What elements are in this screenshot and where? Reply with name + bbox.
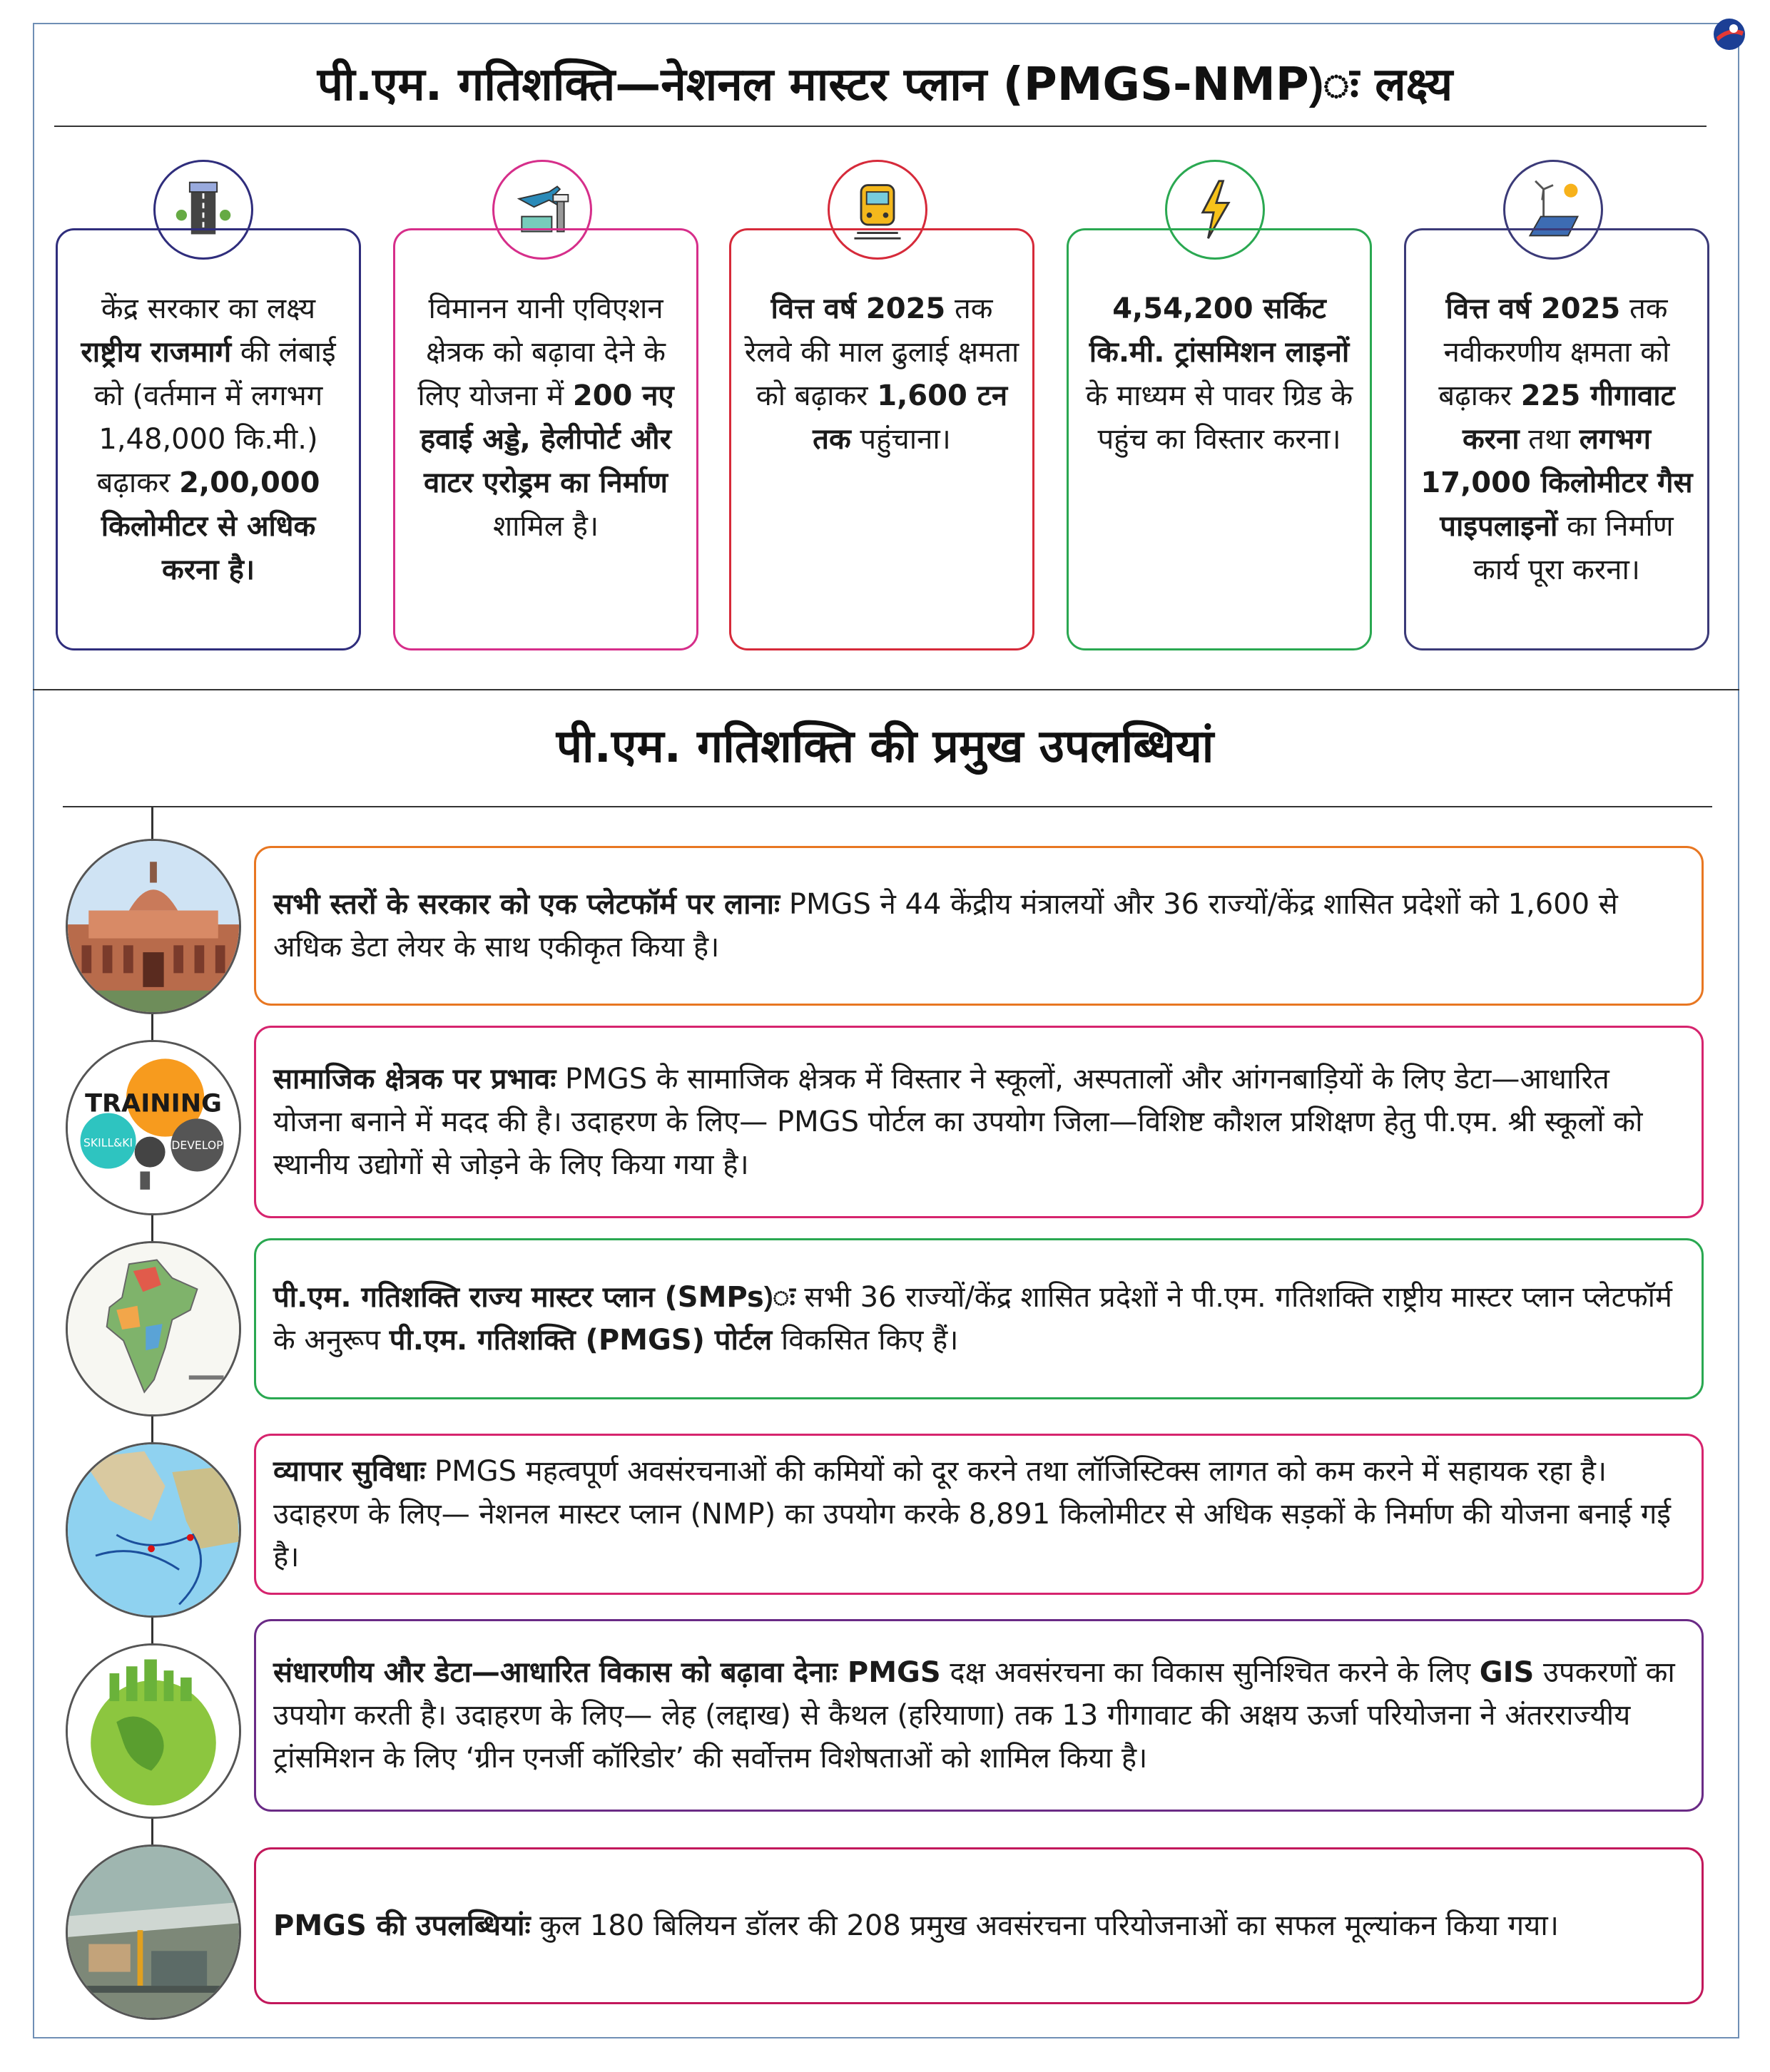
bold-text-segment: 4,54,200 सर्किट कि.मी. ट्रांसमिशन लाइनों bbox=[1089, 292, 1350, 369]
achievement-card-trade bbox=[254, 1434, 1704, 1595]
text-segment: तथा bbox=[1519, 423, 1580, 456]
bold-text-segment: 1,600 टन तक bbox=[813, 379, 1008, 456]
bold-text-segment: संधारणीय और डेटा—आधारित विकास को बढ़ावा देनाः PMGS bbox=[273, 1656, 941, 1689]
text-segment: कुल 180 बिलियन डॉलर की 208 प्रमुख अवसंरचना परियोजनाओं का सफल मूल्यांकन किया गया। bbox=[530, 1909, 1559, 1942]
training-label: TRAINING bbox=[85, 1088, 222, 1118]
text-segment: विमानन यानी एविएशन क्षेत्रक को बढ़ावा देने के लिए योजना में bbox=[417, 292, 666, 412]
bold-text-segment: पी.एम. गतिशक्ति (PMGS) पोर्टल bbox=[389, 1324, 773, 1357]
india-map-photo bbox=[66, 1241, 241, 1417]
government-building-photo bbox=[66, 839, 241, 1014]
goal-card-aviation bbox=[393, 228, 698, 650]
text-segment: PMGS के सामाजिक क्षेत्रक में विस्तार ने स्कूलों, अस्पतालों और आंगनबाड़ियों के लिए डेटा—आधारित योजना बनाने में मदद की है। उदाहरण के लिए— PMGS पोर्टल का उपयोग जिला—विशिष्ट कौशल प्रशिक्षण हेतु पी.एम. श्री स्कूलों को स्थानीय उद्योगों से जोड़ने के लिए किया गया है। bbox=[273, 1063, 1643, 1181]
text-segment: दक्ष अवसंरचना का विकास सुनिश्चित करने के लिए bbox=[940, 1656, 1480, 1689]
text-segment: की लंबाई को (वर्तमान में लगभग 1,48,000 कि.मी.) बढ़ाकर bbox=[93, 336, 336, 499]
brand-logo-icon bbox=[1711, 16, 1748, 53]
text-segment: शामिल है। bbox=[492, 510, 599, 543]
achievement-card-platform bbox=[254, 846, 1704, 1006]
text-segment: विकसित किए हैं। bbox=[772, 1324, 959, 1357]
achievements-title: पी.एम. गतिशक्ति की प्रमुख उपलब्धियां bbox=[556, 720, 1214, 773]
skill-label: SKILL&KI bbox=[83, 1136, 133, 1150]
bold-text-segment: सभी स्तरों के सरकार को एक प्लेटफॉर्म पर लानाः bbox=[273, 888, 780, 921]
text-segment: केंद्र सरकार का लक्ष्य bbox=[101, 292, 316, 325]
trade-map-photo bbox=[66, 1442, 241, 1618]
bold-text-segment: GIS bbox=[1479, 1656, 1535, 1689]
green-globe-photo bbox=[66, 1643, 241, 1819]
training-photo bbox=[66, 1040, 241, 1215]
text-segment: तक रेलवे की माल ढुलाई क्षमता को बढ़ाकर bbox=[744, 292, 1019, 412]
section-divider bbox=[33, 689, 1739, 690]
bold-text-segment: लगभग 17,000 किलोमीटर गैस पाइपलाइनों bbox=[1420, 423, 1693, 543]
achievements-underline bbox=[63, 806, 1712, 807]
text-segment: के माध्यम से पावर ग्रिड के पहुंच का विस्तार करना। bbox=[1085, 379, 1353, 456]
text-segment: सभी 36 राज्यों/केंद्र शासित प्रदेशों ने पी.एम. गतिशक्ति राष्ट्रीय मास्टर प्लान प्लेटफॉर्म के अनुरूप bbox=[273, 1281, 1672, 1357]
bold-text-segment: 200 नए हवाई अड्डे, हेलीपोर्ट और वाटर एरोड्रम का निर्माण bbox=[420, 379, 674, 499]
construction-site-photo bbox=[66, 1844, 241, 2020]
bold-text-segment: वित्त वर्ष 2025 bbox=[1445, 292, 1621, 325]
bold-text-segment: पी.एम. गतिशक्ति राज्य मास्टर प्लान (SMPs)ः bbox=[273, 1281, 795, 1314]
title-underline bbox=[54, 126, 1707, 127]
bold-text-segment: PMGS की उपलब्धियांः bbox=[273, 1909, 531, 1942]
text-segment: तक नवीकरणीय क्षमता को बढ़ाकर bbox=[1438, 292, 1670, 412]
text-segment: PMGS ने 44 केंद्रीय मंत्रालयों और 36 राज्यों/केंद्र शासित प्रदेशों को 1,600 से अधिक डेटा लेयर के साथ एकीकृत किया है। bbox=[273, 888, 1618, 964]
achievement-card-smp bbox=[254, 1238, 1704, 1399]
bold-text-segment: राष्ट्रीय राजमार्ग bbox=[81, 336, 232, 369]
goal-card-renewable bbox=[1404, 228, 1709, 650]
text-segment: का निर्माण कार्य पूरा करना। bbox=[1473, 510, 1674, 586]
bold-text-segment: 225 गीगावाट करना bbox=[1462, 379, 1675, 456]
goal-card-transmission bbox=[1067, 228, 1372, 650]
goal-card-highway bbox=[56, 228, 361, 650]
bold-text-segment: व्यापार सुविधाः bbox=[273, 1455, 426, 1488]
text-segment: उपकरणों का उपयोग करती है। उदाहरण के लिए— लेह (लद्दाख) से कैथल (हरियाणा) तक 13 गीगावाट की अक्षय ऊर्जा परियोजना ने अंतरराज्यीय ट्रांसमिशन के लिए ‘ग्रीन एनर्जी कॉरिडोर’ की सर्वोत्तम विशेषताओं को शामिल किया है। bbox=[273, 1656, 1675, 1775]
text-segment: PMGS महत्वपूर्ण अवसंरचनाओं की कमियों को दूर करने तथा लॉजिस्टिक्स लागत को कम करने में सहायक रहा है। उदाहरण के लिए— नेशनल मास्टर प्लान (NMP) का उपयोग करके 8,891 किलोमीटर से अधिक सड़कों के निर्माण की योजना बनाई गई है। bbox=[273, 1455, 1672, 1573]
goal-card-railway bbox=[729, 228, 1034, 650]
achievement-card-sustainable bbox=[254, 1619, 1704, 1812]
page-title: पी.एम. गतिशक्ति—नेशनल मास्टर प्लान (PMGS-NMP)ः लक्ष्य bbox=[317, 58, 1453, 111]
achievement-card-pmgs bbox=[254, 1847, 1704, 2004]
develop-label: DEVELOP bbox=[171, 1139, 223, 1153]
text-segment: पहुंचाना। bbox=[850, 423, 951, 456]
bold-text-segment: वित्त वर्ष 2025 bbox=[770, 292, 946, 325]
bold-text-segment: सामाजिक क्षेत्रक पर प्रभावः bbox=[273, 1063, 556, 1096]
achievement-card-social bbox=[254, 1026, 1704, 1218]
bold-text-segment: 2,00,000 किलोमीटर से अधिक करना है। bbox=[101, 466, 320, 586]
